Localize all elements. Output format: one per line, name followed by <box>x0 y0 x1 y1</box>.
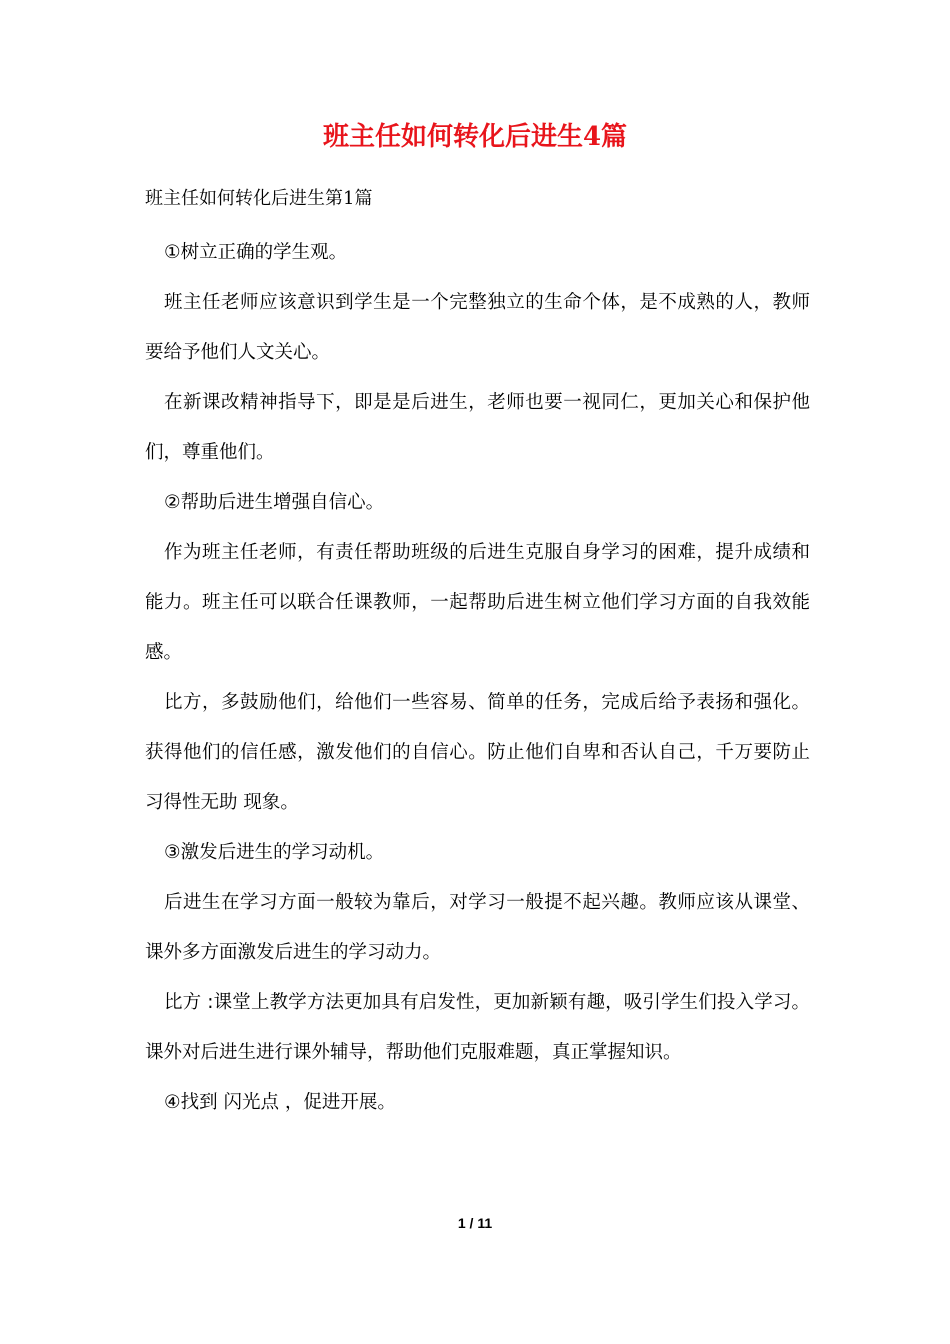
list-point-2: ②帮助后进生增强自信心。 <box>164 492 385 513</box>
document-title: 班主任如何转化后进生4篇 <box>322 122 628 152</box>
page-number: 1 / 11 <box>457 1215 493 1231</box>
body-paragraph: 作为班主任老师，有责任帮助班级的后进生克服自身学习的困难，提升成绩和能力。班主任可以联合任课教师，一起帮助后进生树立他们学习方面的自我效能感。 <box>145 542 810 663</box>
body-paragraph: 在新课改精神指导下，即是是后进生，老师也要一视同仁，更加关心和保护他们，尊重他们。 <box>145 392 810 463</box>
body-paragraph: 班主任老师应该意识到学生是一个完整独立的生命个体，是不成熟的人，教师要给予他们人文关心。 <box>145 292 810 363</box>
list-point-1: ①树立正确的学生观。 <box>164 242 348 263</box>
document-body <box>145 228 810 1128</box>
body-paragraph: 比方，多鼓励他们，给他们一些容易、简单的任务，完成后给予表扬和强化。获得他们的信任感，激发他们的自信心。防止他们自卑和否认自己，千万要防止习得性无助 现象。 <box>145 692 810 813</box>
list-point-4: ④找到 闪光点 ，促进开展。 <box>164 1092 396 1113</box>
list-point-3: ③激发后进生的学习动机。 <box>164 842 385 863</box>
body-paragraph: 后进生在学习方面一般较为靠后，对学习一般提不起兴趣。教师应该从课堂、课外多方面激发后进生的学习动力。 <box>145 892 810 963</box>
section-heading: 班主任如何转化后进生第1篇 <box>145 188 373 209</box>
body-paragraph: 比方 :课堂上教学方法更加具有启发性，更加新颖有趣，吸引学生们投入学习。课外对后进生进行课外辅导，帮助他们克服难题，真正掌握知识。 <box>145 992 810 1063</box>
